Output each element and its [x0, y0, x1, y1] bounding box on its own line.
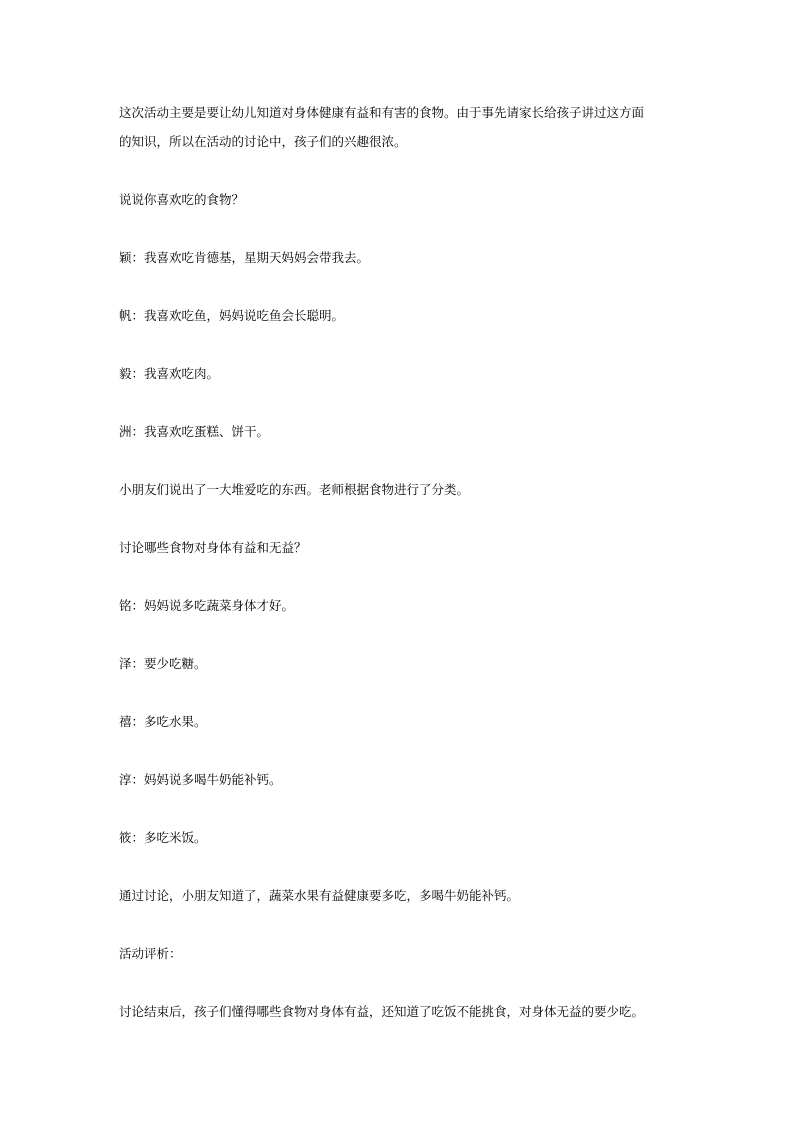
evaluation-text: 讨论结束后，孩子们懂得哪些食物对身体有益，还知道了吃饭不能挑食，对身体无益的要少吃。 [119, 1004, 645, 1019]
answer-xiao: 筱：多吃米饭。 [119, 830, 207, 845]
answer-chun: 淳：妈妈说多喝牛奶能补钙。 [119, 772, 282, 787]
answer-yi: 毅：我喜欢吃肉。 [119, 366, 220, 381]
document-body [119, 98, 684, 1026]
question-favorite-food: 说说你喜欢吃的食物？ [119, 192, 245, 207]
paragraph-intro-line-1: 这次活动主要是要让幼儿知道对身体健康有益和有害的食物。由于事先请家长给孩子讲过这方面 [119, 105, 645, 120]
section-heading-evaluation: 活动评析： [119, 946, 182, 961]
paragraph-intro-line-2: 的知识，所以在活动的讨论中，孩子们的兴趣很浓。 [119, 134, 407, 149]
answer-ze: 泽：要少吃糖。 [119, 656, 207, 671]
answer-xi: 禧：多吃水果。 [119, 714, 207, 729]
summary-classification: 小朋友们说出了一大堆爱吃的东西。老师根据食物进行了分类。 [119, 482, 470, 497]
discussion-conclusion: 通过讨论，小朋友知道了，蔬菜水果有益健康要多吃，多喝牛奶能补钙。 [119, 888, 520, 903]
answer-ming: 铭：妈妈说多吃蔬菜身体才好。 [119, 598, 295, 613]
question-healthy-food: 讨论哪些食物对身体有益和无益？ [119, 540, 307, 555]
answer-ying: 颖：我喜欢吃肯德基，星期天妈妈会带我去。 [119, 250, 370, 265]
answer-fan: 帆：我喜欢吃鱼，妈妈说吃鱼会长聪明。 [119, 308, 345, 323]
answer-zhou: 洲：我喜欢吃蛋糕、饼干。 [119, 424, 270, 439]
